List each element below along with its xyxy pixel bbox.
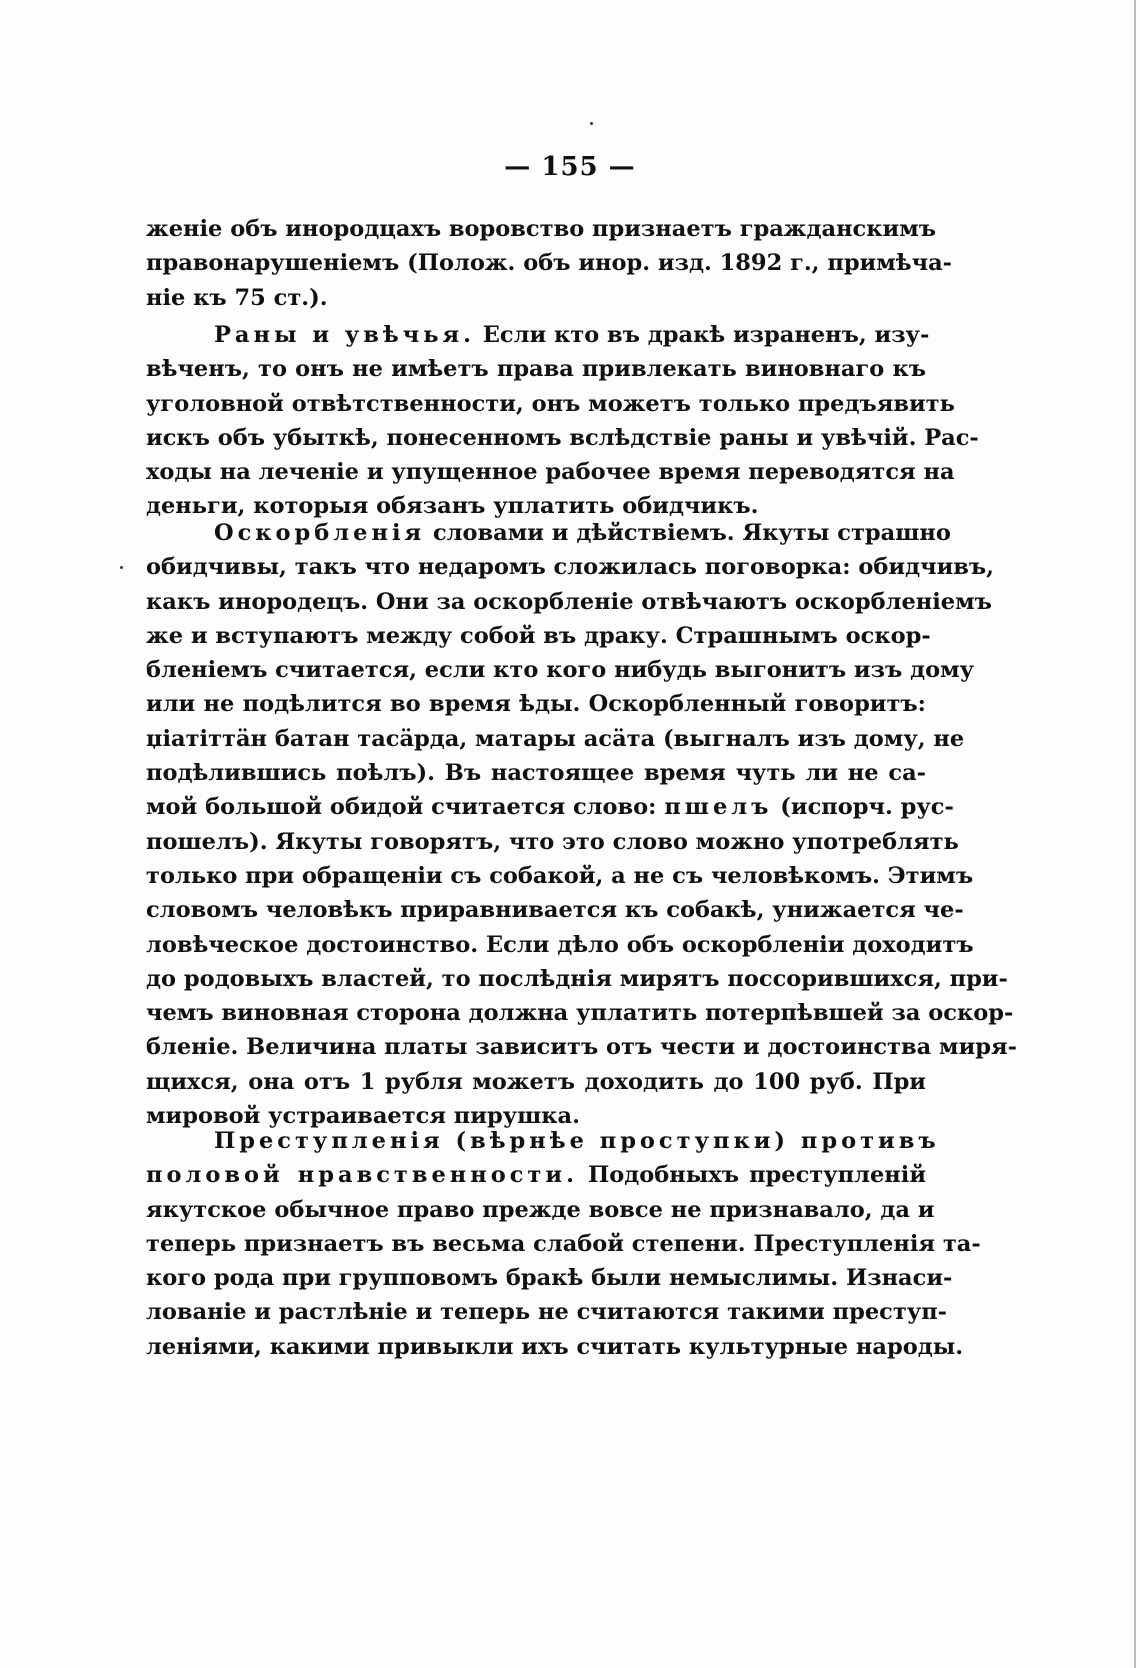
text-line: же и вступаютъ между собой въ драку. Страшнымъ оскор- [146, 622, 931, 649]
text-line: чемъ виновная сторона должна уплатить потерпѣвшей за оскор- [146, 1000, 1014, 1027]
text-line: искъ объ убыткѣ, понесенномъ вслѣдствіе раны и увѣчій. Рас- [146, 424, 979, 451]
text-line: мой большой обидой считается слово: пшелъ (испорч. рус- [146, 794, 954, 821]
text-line: лованіе и растлѣніе и теперь не считаются такими преступ- [146, 1299, 948, 1326]
text-line: бленіе. Величина платы зависитъ отъ чести и достоинства миря- [146, 1034, 1017, 1061]
section-heading: Оскорбленія [214, 520, 426, 546]
text-line: кого рода при групповомъ бракѣ были немыслимы. Изнаси- [146, 1265, 953, 1292]
paragraph-insults [146, 516, 1017, 1133]
text-line: до родовыхъ властей, то послѣднія мирятъ поссорившихся, при- [146, 965, 1008, 992]
print-speck [590, 122, 593, 125]
text-line: теперь признаетъ въ весьма слабой степени. Преступленія та- [146, 1230, 981, 1257]
text-line: только при обращеніи съ собакой, а не съ человѣкомъ. Этимъ [146, 862, 974, 889]
text-line: правонарушеніемъ (Полож. объ инор. изд. 1892 г., примѣча- [146, 250, 952, 277]
text-line: или не подѣлится во время ѣды. Оскорбленный говоритъ: [146, 691, 926, 718]
text-line: обидчивы, такъ что недаромъ сложилась поговорка: обидчивъ, [146, 554, 994, 581]
text-line: ніе къ 75 ст.). [146, 284, 328, 311]
section-heading: половой нравственности. [146, 1162, 578, 1189]
text-line: какъ инородецъ. Они за оскорбленіе отвѣчаютъ оскорбленіемъ [146, 588, 992, 615]
text-line: вѣченъ, то онъ не имѣетъ права привлекать виновнаго къ [146, 356, 926, 383]
text-line: пошелъ). Якуты говорятъ, что это слово можно употреблять [146, 828, 959, 855]
paragraph-continuation [146, 212, 952, 315]
text-line: ходы на леченіе и упущенное рабочее время переводятся на [146, 459, 955, 486]
page-number: — 155 — [504, 152, 636, 182]
paragraph-wounds [146, 318, 979, 524]
page-edge-line [1134, 0, 1136, 1668]
text-line: мировой устраивается пирушка. [146, 1103, 580, 1130]
text-line: щихся, она отъ 1 рубля можетъ доходить до 100 руб. При [146, 1068, 926, 1095]
section-heading: Раны и увѣчья. [214, 322, 475, 348]
print-speck [120, 566, 123, 569]
text-line: леніями, какими привыкли ихъ считать культурные народы. [146, 1333, 964, 1360]
text-line: половой нравственности. Подобныхъ преступленій [146, 1162, 927, 1189]
text-line: Оскорбленія словами и дѣйствіемъ. Якуты страшно [214, 520, 951, 546]
text-line: женіе объ инородцахъ воровство признаетъ гражданскимъ [146, 216, 936, 242]
text-line: словомъ человѣкъ приравнивается къ собакѣ, унижается че- [146, 897, 964, 924]
text-line: ловѣческое достоинство. Если дѣло объ оскорбленіи доходитъ [146, 931, 974, 958]
text-line: деньги, которыя обязанъ уплатить обидчикъ. [146, 493, 759, 520]
spaced-word: пшелъ [664, 794, 773, 821]
text-line: бленіемъ считается, если кто кого нибудь выгонитъ изъ дому [146, 657, 975, 684]
text-line: џіатіттäн батан тасäрда, матары асäта (выгналъ изъ дому, не [146, 725, 965, 752]
text-line: якутское обычное право прежде вовсе не признавало, да и [146, 1196, 935, 1223]
text-line: Раны и увѣчья. Если кто въ дракѣ израненъ, изу- [214, 322, 930, 348]
paragraph-crimes [146, 1124, 981, 1364]
section-heading: Преступленія (вѣрнѣе проступки) противъ [214, 1128, 940, 1154]
text-line: подѣлившись поѣлъ). Въ настоящее время чуть ли не са- [146, 760, 926, 787]
text-line [146, 1124, 940, 1158]
text-line: уголовной отвѣтственности, онъ можетъ только предъявить [146, 390, 955, 417]
